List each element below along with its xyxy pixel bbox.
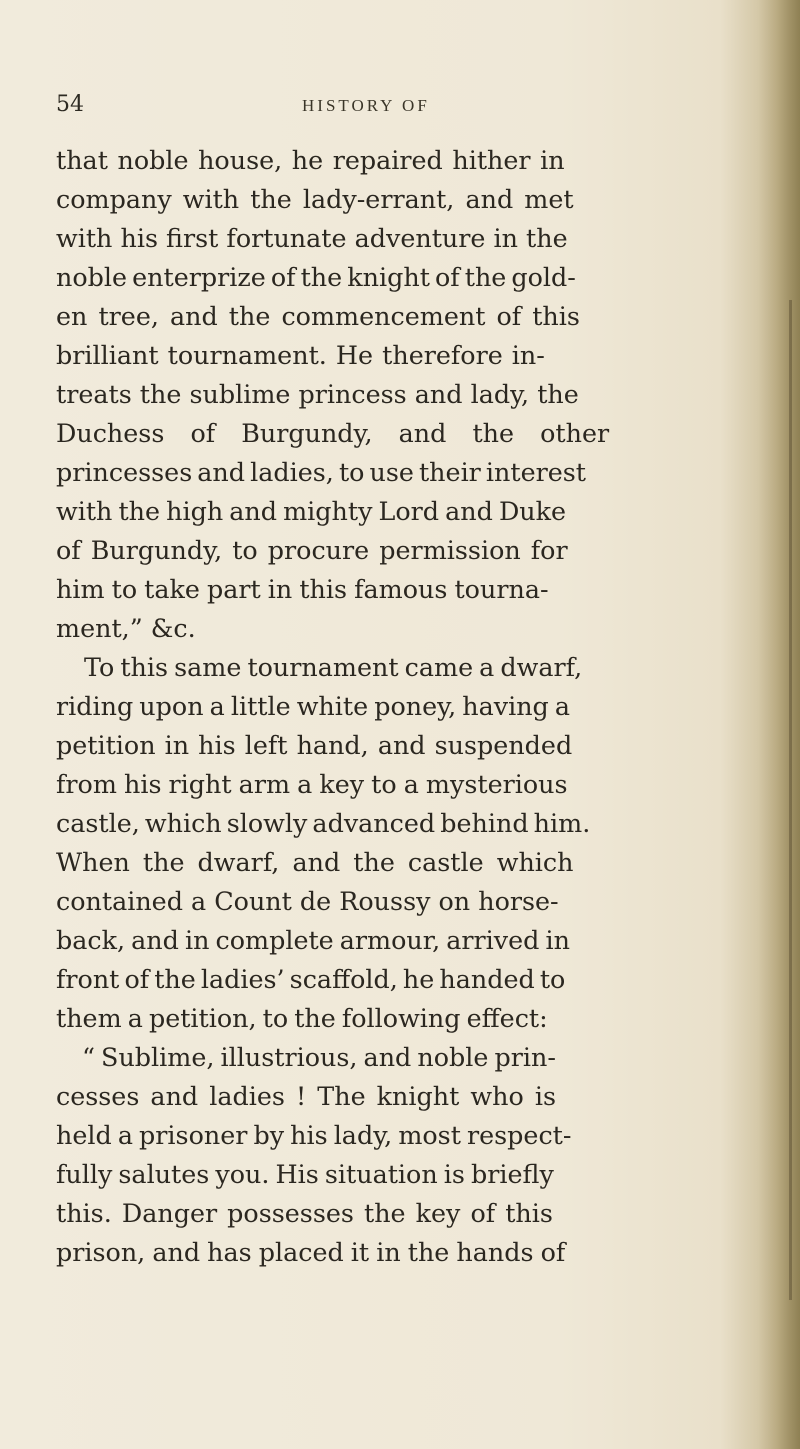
text-line: them a petition, to the following effect: <box>56 1003 548 1033</box>
text-line: that noble house, he repaired hither in <box>56 145 565 175</box>
page-header <box>56 92 736 132</box>
text-line: “ Sublime, illustrious, and noble prin- <box>82 1042 556 1072</box>
text-line: with the high and mighty Lord and Duke <box>56 496 567 526</box>
text-line: of Burgundy, to procure permission for <box>56 535 568 565</box>
text-line: fully salutes you. His situation is briefly <box>56 1159 554 1189</box>
text-line: To this same tournament came a dwarf, <box>84 652 583 682</box>
text-line: this. Danger possesses the key of this <box>56 1198 553 1228</box>
text-line: castle, which slowly advanced behind him. <box>56 808 591 838</box>
page-edge-shadow <box>758 0 800 1449</box>
text-line: held a prisoner by his lady, most respect- <box>56 1120 572 1150</box>
text-line: back, and in complete armour, arrived in <box>56 925 570 955</box>
page-number: 54 <box>56 92 84 117</box>
text-line: princesses and ladies, to use their interest <box>56 457 586 487</box>
text-line: riding upon a little white poney, having a <box>56 691 571 721</box>
text-line: contained a Count de Roussy on horse- <box>56 886 559 916</box>
text-line: en tree, and the commencement of this <box>56 301 580 331</box>
text-line: ment,” &c. <box>56 613 196 643</box>
text-line: noble enterprize of the knight of the gold- <box>56 262 576 292</box>
running-head: HISTORY OF <box>302 96 430 115</box>
text-line: When the dwarf, and the castle which <box>56 847 574 877</box>
page-edge-line <box>789 300 792 1300</box>
text-line: cesses and ladies ! The knight who is <box>56 1081 557 1111</box>
text-line: brilliant tournament. He therefore in- <box>56 340 545 370</box>
text-line: with his first fortunate adventure in the <box>56 223 568 253</box>
text-line: him to take part in this famous tourna- <box>56 574 549 604</box>
text-line: Duchess of Burgundy, and the other <box>56 418 610 448</box>
text-line: front of the ladies’ scaffold, he handed to <box>56 964 566 994</box>
text-line: petition in his left hand, and suspended <box>56 730 573 760</box>
text-line: prison, and has placed it in the hands of <box>56 1237 566 1267</box>
text-line: treats the sublime princess and lady, the <box>56 379 579 409</box>
text-line: company with the lady-errant, and met <box>56 184 574 214</box>
text-line: from his right arm a key to a mysterious <box>56 769 568 799</box>
body-text <box>56 141 746 1272</box>
